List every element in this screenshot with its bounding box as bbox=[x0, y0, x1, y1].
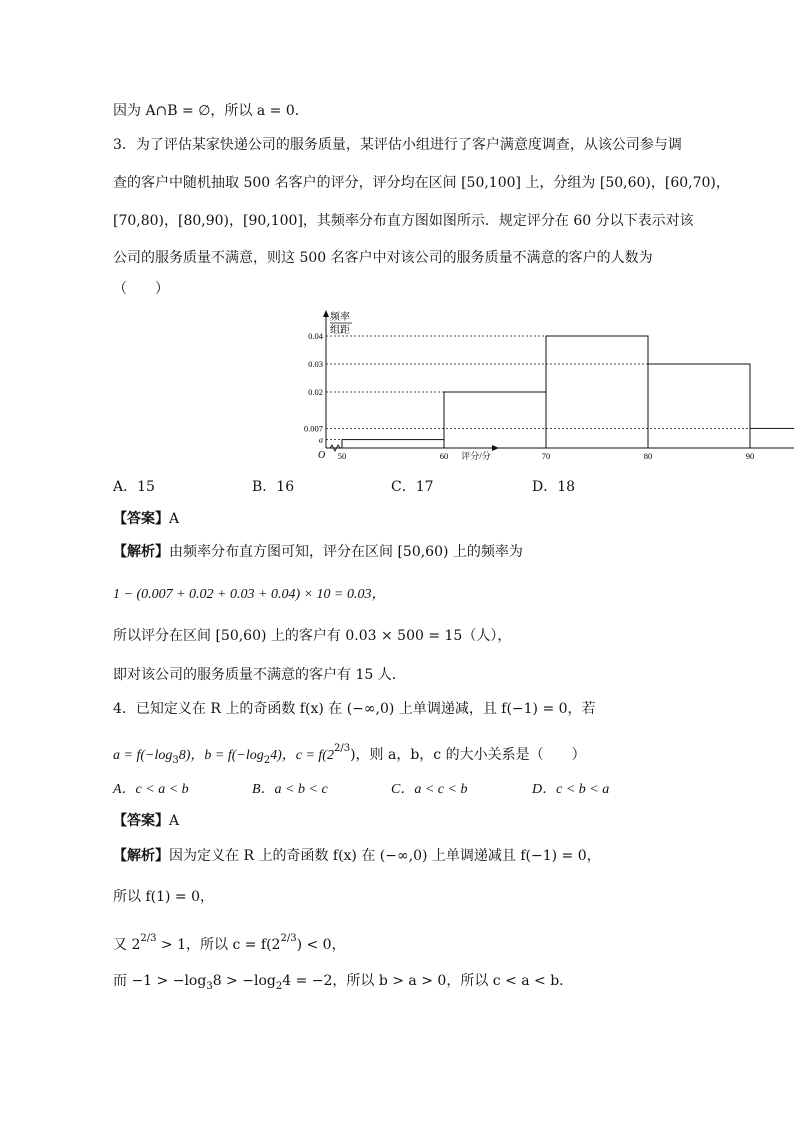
x-tick-label: 90 bbox=[745, 451, 755, 461]
text: > 1，所以 c = f(2 bbox=[156, 937, 281, 953]
q4-explanation-1 bbox=[113, 845, 601, 867]
text: 即对该公司的服务质量不满意的客户有 15 人． bbox=[113, 667, 406, 683]
text: D．18 bbox=[532, 479, 576, 495]
y-tick-label: a bbox=[318, 434, 323, 445]
text: ) < 0， bbox=[296, 937, 346, 953]
exponent: 2/3 bbox=[280, 933, 297, 944]
y-tick-label: 0.04 bbox=[308, 331, 323, 341]
y-tick-label: 0.02 bbox=[308, 387, 323, 397]
question-3-line-3 bbox=[113, 210, 694, 232]
answer-label: 【答案】 bbox=[113, 813, 169, 829]
histogram-bar bbox=[648, 364, 750, 448]
x-tick-label: 80 bbox=[643, 451, 653, 461]
text: C．17 bbox=[391, 479, 434, 495]
text: 8 > −log bbox=[212, 973, 276, 989]
y-tick-label: 0.03 bbox=[308, 359, 323, 369]
subscript: 3 bbox=[206, 980, 213, 992]
q4-explanation-2 bbox=[113, 886, 214, 908]
answer-label: 【答案】 bbox=[113, 511, 169, 527]
x-tick-label: 50 bbox=[337, 451, 347, 461]
question-3-line-4 bbox=[113, 247, 653, 269]
text: C．a < c < b bbox=[391, 782, 468, 797]
text: 而 −1 > −log bbox=[113, 973, 207, 989]
text: 1 − (0.007 + 0.02 + 0.03 + 0.04) × 10 = 0.03， bbox=[113, 587, 386, 602]
text: 由频率分布直方图可知，评分在区间 [50,60) 上的频率为 bbox=[169, 544, 523, 560]
text: a = f(−log bbox=[113, 748, 173, 763]
frequency-histogram bbox=[300, 308, 755, 468]
explanation-label: 【解析】 bbox=[113, 544, 169, 560]
q3-explanation-4 bbox=[113, 664, 406, 686]
text: B．16 bbox=[252, 479, 295, 495]
origin-label: O bbox=[318, 450, 326, 461]
answer-value: A bbox=[169, 813, 180, 829]
text: 公司的服务质量不满意，则这 500 名客户中对该公司的服务质量不满意的客户的人数为 bbox=[113, 250, 653, 266]
text: )，则 a，b，c 的大小关系是（ ） bbox=[350, 747, 586, 763]
text: 查的客户中随机抽取 500 名客户的评分，评分均在区间 [50,100] 上，分组为 [50,60)，[60,70)， bbox=[113, 175, 730, 191]
explanation-label: 【解析】 bbox=[113, 848, 169, 864]
x-axis-label: 评分/分 bbox=[461, 451, 491, 461]
question-3-line-2 bbox=[113, 172, 730, 194]
subscript: 2 bbox=[275, 980, 283, 992]
q3-explanation-3 bbox=[113, 625, 511, 647]
exponent: 2/3 bbox=[333, 743, 351, 754]
question-4-line-1 bbox=[113, 698, 596, 720]
text: 8)，b = f(−log bbox=[178, 748, 264, 763]
q3-option-a bbox=[113, 476, 155, 498]
text: 4．已知定义在 R 上的奇函数 f(x) 在 (−∞,0) 上单调递减，且 f(−1) = 0，若 bbox=[113, 701, 596, 717]
text: D．c < b < a bbox=[532, 782, 610, 797]
text: 因为定义在 R 上的奇函数 f(x) 在 (−∞,0) 上单调递减且 f(−1) = 0， bbox=[169, 848, 601, 864]
text: A．15 bbox=[113, 479, 155, 495]
x-tick-label: 70 bbox=[541, 451, 551, 461]
answer-value: A bbox=[169, 511, 180, 527]
text: 因为 A∩B = ∅，所以 a = 0． bbox=[113, 103, 309, 119]
histogram-bar bbox=[546, 336, 648, 448]
subscript: 2 bbox=[263, 754, 271, 766]
q3-option-b bbox=[252, 476, 294, 498]
y-axis-label-bottom: 组距 bbox=[330, 325, 350, 336]
q4-option-d bbox=[532, 778, 609, 801]
q4-explanation-4 bbox=[113, 970, 573, 998]
q4-option-b bbox=[252, 778, 328, 801]
y-tick-label: 0.007 bbox=[303, 423, 323, 434]
x-tick-label: 60 bbox=[439, 451, 449, 461]
text: A．c < a < b bbox=[113, 782, 189, 797]
text: 4)，c = f(2 bbox=[270, 748, 334, 763]
q4-answer bbox=[113, 810, 179, 832]
exponent: 2/3 bbox=[140, 933, 157, 944]
histogram-bar bbox=[342, 440, 444, 448]
subscript: 3 bbox=[172, 754, 179, 766]
text: 所以评分在区间 [50,60) 上的客户有 0.03 × 500 = 15（人）， bbox=[113, 628, 512, 644]
text: 所以 f(1) = 0， bbox=[113, 889, 215, 905]
q3-explanation-2 bbox=[113, 583, 386, 606]
question-4-line-2 bbox=[113, 744, 586, 772]
text: 又 2 bbox=[113, 937, 141, 953]
line-previous-conclusion bbox=[113, 100, 309, 122]
text: （ ） bbox=[113, 281, 169, 297]
text: 4 = −2，所以 b > a > 0，所以 c < a < b． bbox=[282, 973, 574, 989]
histogram-bar bbox=[444, 392, 546, 448]
q4-option-a bbox=[113, 778, 189, 801]
question-3-line-1 bbox=[113, 134, 682, 156]
text: B．a < b < c bbox=[252, 782, 328, 797]
q4-explanation-3 bbox=[113, 934, 346, 958]
y-axis-label-top: 频率 bbox=[330, 312, 350, 323]
text: [70,80)，[80,90)，[90,100]，其频率分布直方图如图所示．规定评分在 60 分以下表示对该 bbox=[113, 213, 694, 229]
histogram-bar bbox=[750, 428, 794, 448]
question-3-blank bbox=[113, 278, 169, 300]
q3-option-c bbox=[391, 476, 434, 498]
q3-option-d bbox=[532, 476, 575, 498]
q3-answer bbox=[113, 508, 179, 530]
q4-option-c bbox=[391, 778, 467, 801]
q3-explanation-1 bbox=[113, 541, 523, 563]
y-axis-arrow bbox=[323, 310, 329, 317]
text: 3．为了评估某家快递公司的服务质量，某评估小组进行了客户满意度调查，从该公司参与调 bbox=[113, 137, 682, 153]
